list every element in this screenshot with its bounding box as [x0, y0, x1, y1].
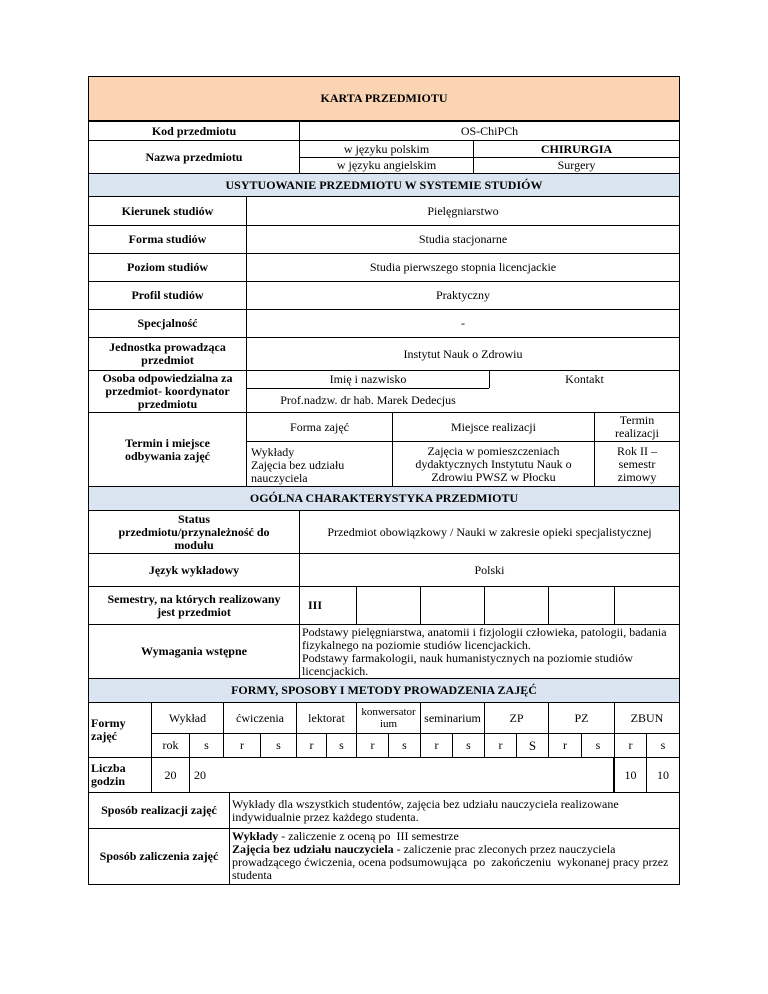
osoba-contact-header: Kontakt — [489, 370, 680, 389]
semestry-slot — [548, 586, 615, 625]
section-usytuowanie: USYTUOWANIE PRZEDMIOTU W SYSTEMIE STUDIÓW — [88, 173, 680, 197]
realizacja-label: Sposób realizacji zajęć — [88, 792, 230, 829]
zaliczenie-wyklady-bold: Wykłady — [232, 829, 279, 843]
formy-label: Formy zajęć — [88, 702, 152, 758]
termin-miejsce-header: Miejsce realizacji — [392, 412, 595, 442]
sub-r: r — [614, 733, 647, 758]
sub-r: r — [420, 733, 453, 758]
zaliczenie-line-zbun — [232, 843, 677, 882]
jednostka-label: Jednostka prowadząca przedmiot — [88, 337, 247, 371]
semestry-slot — [420, 586, 485, 625]
zaliczenie-label: Sposób zaliczenia zajęć — [88, 828, 230, 885]
profil-label: Profil studiów — [88, 281, 247, 310]
nazwa-pl-value: CHIRURGIA — [473, 140, 680, 158]
zaliczenie-zbun-text: - zaliczenie prac zleconych przez nauczyciela prowadzącego ćwiczenia, ocena podsumowująca po zakończeniu wykonanej pracy przez studenta — [232, 842, 672, 882]
sub-s: S — [516, 733, 549, 758]
kod-value: OS-ChiPCh — [299, 121, 680, 141]
specjalnosc-value: - — [246, 309, 680, 338]
sub-rok: rok — [151, 733, 190, 758]
nazwa-pl-label: w języku polskim — [299, 140, 474, 158]
sub-r: r — [296, 733, 327, 758]
termin-termin-header: Termin realizacji — [594, 412, 680, 442]
jednostka-value: Instytut Nauk o Zdrowiu — [246, 337, 680, 371]
type-pz: PZ — [548, 702, 615, 734]
termin-forma-header: Forma zajęć — [246, 412, 393, 442]
termin-miejsce-value: Zajęcia w pomieszczeniach dydaktycznych Instytutu Nauk o Zdrowiu PWSZ w Płocku — [392, 441, 595, 487]
kierunek-label: Kierunek studiów — [88, 196, 247, 226]
hours-label: Liczba godzin — [88, 757, 152, 793]
type-lektorat: lektorat — [296, 702, 357, 734]
osoba-label: Osoba odpowiedzialna za przedmiot- koordynator przedmiotu — [88, 370, 247, 413]
termin-termin-value: Rok II – semestr zimowy — [594, 441, 680, 487]
osoba-name-header: Imię i nazwisko — [246, 370, 490, 389]
sub-r: r — [548, 733, 582, 758]
type-konwersatorium: konwersatorium — [356, 702, 421, 734]
forma-studiow-label: Forma studiów — [88, 225, 247, 254]
profil-value: Praktyczny — [246, 281, 680, 310]
type-cwiczenia: ćwiczenia — [223, 702, 297, 734]
zaliczenie-wyklady-text: - zaliczenie z oceną po III semestrze — [278, 829, 459, 843]
sub-r: r — [223, 733, 261, 758]
type-zp: ZP — [484, 702, 549, 734]
status-label: Status przedmiotu/przynależność do modułu — [88, 510, 300, 554]
termin-forma-value: Wykłady Zajęcia bez udziału nauczyciela — [246, 441, 393, 487]
hours-wyklad-r: 20 — [151, 757, 190, 793]
section-formy: FORMY, SPOSOBY I METODY PROWADZENIA ZAJĘĆ — [88, 678, 680, 703]
hours-zbun-r: 10 — [614, 757, 647, 793]
osoba-filler — [489, 388, 680, 413]
semestry-label: Semestry, na których realizowany jest przedmiot — [88, 586, 300, 625]
sub-s: s — [388, 733, 421, 758]
jezyk-value: Polski — [299, 553, 680, 587]
semestry-slot — [614, 586, 680, 625]
sub-r: r — [484, 733, 517, 758]
sub-s: s — [189, 733, 224, 758]
zaliczenie-zbun-bold: Zajęcia bez udziału nauczyciela — [232, 842, 394, 856]
sub-r: r — [356, 733, 389, 758]
poziom-label: Poziom studiów — [88, 253, 247, 282]
sub-s: s — [581, 733, 615, 758]
card-title-text: KARTA PRZEDMIOTU — [320, 91, 448, 105]
hours-wyklad-s: 20 — [189, 757, 614, 793]
wymagania-value: Podstawy pielęgniarstwa, anatomii i fizjologii człowieka, patologii, badania fizykalnego na poziomie studiów licencjackich. Podstawy farmakologii, nauk humanistycznych na poziomie studiów licencjackich. — [299, 624, 680, 679]
coordinator-name: Prof.nadzw. dr hab. Marek Dedecjus — [246, 388, 490, 413]
status-value: Przedmiot obowiązkowy / Nauki w zakresie opieki specjalistycznej — [299, 510, 680, 554]
nazwa-en-label: w języku angielskim — [299, 157, 474, 174]
poziom-value: Studia pierwszego stopnia licencjackie — [246, 253, 680, 282]
sub-s: s — [260, 733, 297, 758]
semestry-slot — [356, 586, 421, 625]
nazwa-label: Nazwa przedmiotu — [88, 140, 300, 174]
nazwa-en-value: Surgery — [473, 157, 680, 174]
semestry-slot — [484, 586, 549, 625]
type-zbun: ZBUN — [614, 702, 680, 734]
sub-s: s — [452, 733, 485, 758]
kierunek-value: Pielęgniarstwo — [246, 196, 680, 226]
jezyk-label: Język wykładowy — [88, 553, 300, 587]
kod-label: Kod przedmiotu — [88, 121, 300, 141]
zaliczenie-value — [229, 828, 680, 885]
section-charakterystyka: OGÓLNA CHARAKTERYSTYKA PRZEDMIOTU — [88, 486, 680, 511]
hours-zbun-s: 10 — [646, 757, 680, 793]
specjalnosc-label: Specjalność — [88, 309, 247, 338]
realizacja-value: Wykłady dla wszystkich studentów, zajęcia bez udziału nauczyciela realizowane indywidualnie przez każdego studenta. — [229, 792, 680, 829]
termin-label: Termin i miejsce odbywania zajęć — [88, 412, 247, 487]
card-title — [88, 76, 680, 121]
type-seminarium: seminarium — [420, 702, 485, 734]
type-wyklad: Wykład — [151, 702, 224, 734]
semestry-value: III — [299, 586, 357, 625]
wymagania-label: Wymagania wstępne — [88, 624, 300, 679]
forma-studiow-value: Studia stacjonarne — [246, 225, 680, 254]
sub-s: s — [646, 733, 680, 758]
sub-s: s — [326, 733, 357, 758]
